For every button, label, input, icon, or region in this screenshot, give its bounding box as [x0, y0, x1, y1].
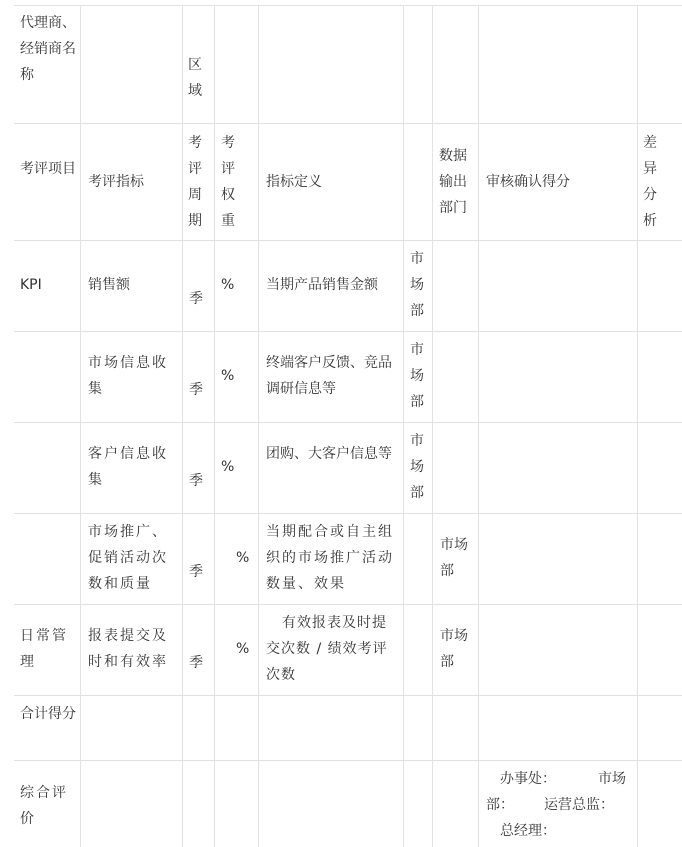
- row-definition: 当期配合或自主组织的市场推广活动数量、效果: [266, 524, 394, 592]
- agent-name-label: 代理商、经销商名称: [20, 15, 76, 83]
- grid-line: [478, 5, 479, 847]
- row-period: 季: [189, 564, 203, 580]
- row-period: 季: [189, 291, 203, 307]
- sign-gm: 总经理：: [500, 823, 556, 839]
- sign-market-part1: 市场: [598, 771, 626, 787]
- row-indicator: 市场推广、促销活动次数和质量: [88, 524, 168, 592]
- row-period: 季: [189, 473, 203, 489]
- row-indicator: 市场信息收集: [88, 355, 168, 397]
- grid-line: [637, 5, 638, 847]
- row-dept: 市场部: [440, 628, 468, 670]
- row-item: KPI: [20, 277, 42, 293]
- col-header-dept: 数据输出部门: [439, 148, 467, 216]
- grid-line: [258, 5, 259, 847]
- row-indicator: 客户信息收集: [88, 446, 168, 488]
- sign-ops: 运营总监：: [544, 797, 614, 813]
- overall-evaluation-label: 综合评价: [20, 785, 68, 827]
- sign-office: 办事处：: [500, 771, 556, 787]
- grid-line: [14, 513, 682, 514]
- row-indicator: 销售额: [88, 277, 130, 293]
- grid-line: [182, 5, 183, 847]
- row-definition: 团购、大客户信息等: [266, 446, 392, 462]
- row-dept: 市场部: [410, 251, 424, 319]
- row-weight: %: [221, 277, 235, 293]
- grid-line: [214, 5, 215, 847]
- grid-line: [14, 240, 682, 241]
- row-weight: %: [236, 550, 250, 566]
- row-item: 日常管理: [20, 628, 68, 670]
- grid-line: [14, 331, 682, 332]
- region-label: 区域: [188, 57, 202, 99]
- row-period: 季: [189, 382, 203, 398]
- row-dept: 市场部: [410, 342, 424, 410]
- row-weight: %: [221, 368, 235, 384]
- row-definition: 有效报表及时提交次数 / 绩效考评次数: [266, 615, 388, 683]
- row-weight: %: [221, 459, 235, 475]
- sign-market-part2: 部：: [486, 797, 514, 813]
- col-header-definition: 指标定义: [266, 174, 322, 190]
- col-header-diff: 差异分析: [643, 135, 657, 229]
- col-header-score: 审核确认得分: [486, 174, 570, 190]
- grid-line: [14, 695, 682, 696]
- col-header-weight: 考评权重: [221, 135, 235, 229]
- col-header-period: 考评周期: [188, 135, 202, 229]
- row-weight: %: [236, 641, 250, 657]
- total-score-label: 合计得分: [20, 706, 76, 722]
- row-definition: 终端客户反馈、竞品调研信息等: [266, 355, 392, 397]
- row-dept: 市场部: [410, 433, 424, 501]
- row-period: 季: [189, 655, 203, 671]
- col-header-indicator: 考评指标: [88, 174, 144, 190]
- grid-line: [14, 123, 682, 124]
- grid-line: [14, 760, 682, 761]
- grid-line: [432, 5, 433, 847]
- grid-line: [14, 604, 682, 605]
- row-indicator: 报表提交及时和有效率: [88, 628, 168, 670]
- col-header-item: 考评项目: [20, 161, 76, 177]
- grid-line: [403, 5, 404, 847]
- grid-line: [14, 5, 682, 6]
- row-definition: 当期产品销售金额: [266, 277, 378, 293]
- grid-line: [14, 422, 682, 423]
- row-dept: 市场部: [440, 537, 468, 579]
- grid-line: [80, 5, 81, 847]
